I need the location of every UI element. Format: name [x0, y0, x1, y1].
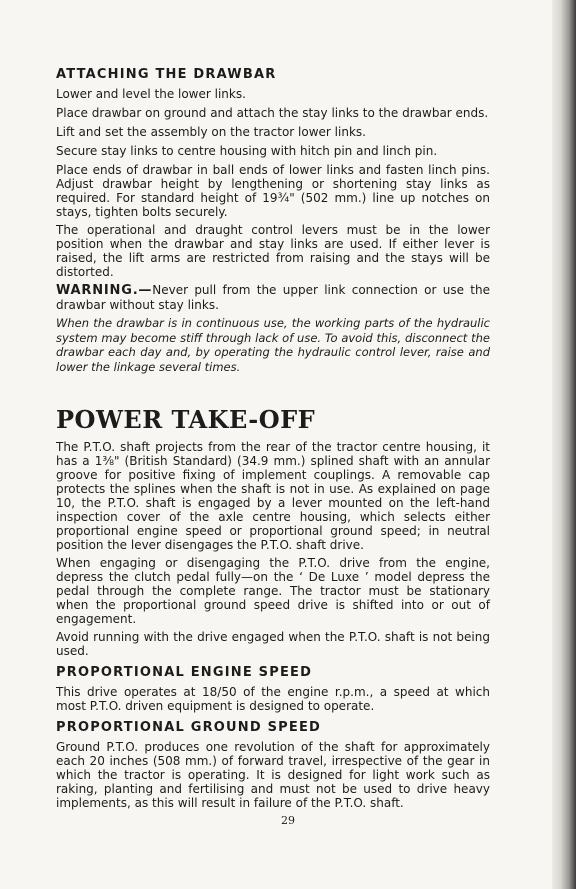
engine-speed-heading: PROPORTIONAL ENGINE SPEED [56, 665, 313, 680]
warning-paragraph [56, 283, 490, 312]
warning-text: Never pull from the upper link connection or use the drawbar without stay links. [56, 283, 490, 312]
pto-paragraph-1: The P.T.O. shaft projects from the rear of the tractor centre housing, it has a 1⅜" (British Standard) (34.9 mm.) splined shaft with an annular groove for positive fixing of implement couplings. A removable cap protects the splines when the shaft is not in use. As explained on page 10, the P.T.O. shaft is engaged by a lever mounted on the left-hand inspection cover of the axle centre housing, which selects either proportional engine speed or proportional ground speed; in neutral position the lever disengages the P.T.O. shaft drive. [56, 440, 490, 552]
ground-speed-text: Ground P.T.O. produces one revolution of the shaft for approximately each 20 inches (508 mm.) of forward travel, irrespective of the gear in which the tractor is operating. It is designed for light work such as raking, planting and fertilising and must not be used to drive heavy implements, as this will result in failure of the P.T.O. shaft. [56, 740, 490, 810]
drawbar-step-3: Lift and set the assembly on the tractor lower links. [56, 125, 366, 139]
italic-note: When the drawbar is in continuous use, the working parts of the hydraulic system may become stiff through lack of use. To avoid this, disconnect the drawbar each day and, by operating the hydraulic control lever, raise and lower the linkage several times. [56, 316, 490, 374]
engine-speed-text: This drive operates at 18/50 of the engine r.p.m., a speed at which most P.T.O. driven equipment is designed to operate. [56, 685, 490, 713]
pto-paragraph-3: Avoid running with the drive engaged when the P.T.O. shaft is not being used. [56, 630, 490, 658]
drawbar-heading: ATTACHING THE DRAWBAR [56, 67, 277, 82]
drawbar-step-5: Place ends of drawbar in ball ends of lower links and fasten linch pins. Adjust drawbar height by lengthening or shortening stay links as required. For standard height of 19¾" (502 mm.) line up notches on stays, tighten bolts securely. [56, 163, 490, 219]
page-content [56, 66, 490, 814]
ground-speed-heading: PROPORTIONAL GROUND SPEED [56, 720, 322, 735]
warning-label: WARNING.— [56, 283, 153, 298]
drawbar-step-2: Place drawbar on ground and attach the stay links to the drawbar ends. [56, 106, 489, 120]
drawbar-step-4: Secure stay links to centre housing with hitch pin and linch pin. [56, 144, 438, 158]
page-number: 29 [281, 814, 295, 827]
drawbar-step-6: The operational and draught control levers must be in the lower position when the drawbar and stay links are used. If either lever is raised, the lift arms are restricted from raising and the stays will be distorted. [56, 223, 490, 279]
pto-heading: POWER TAKE-OFF [56, 405, 316, 434]
pto-paragraph-2: When engaging or disengaging the P.T.O. drive from the engine, depress the clutch pedal fully—on the ‘ De Luxe ’ model depress the pedal through the complete range. The tractor must be stationary when the proportional ground speed drive is shifted into or out of engagement. [56, 556, 490, 626]
drawbar-step-1: Lower and level the lower links. [56, 87, 246, 101]
page-edge-shadow [552, 0, 576, 889]
